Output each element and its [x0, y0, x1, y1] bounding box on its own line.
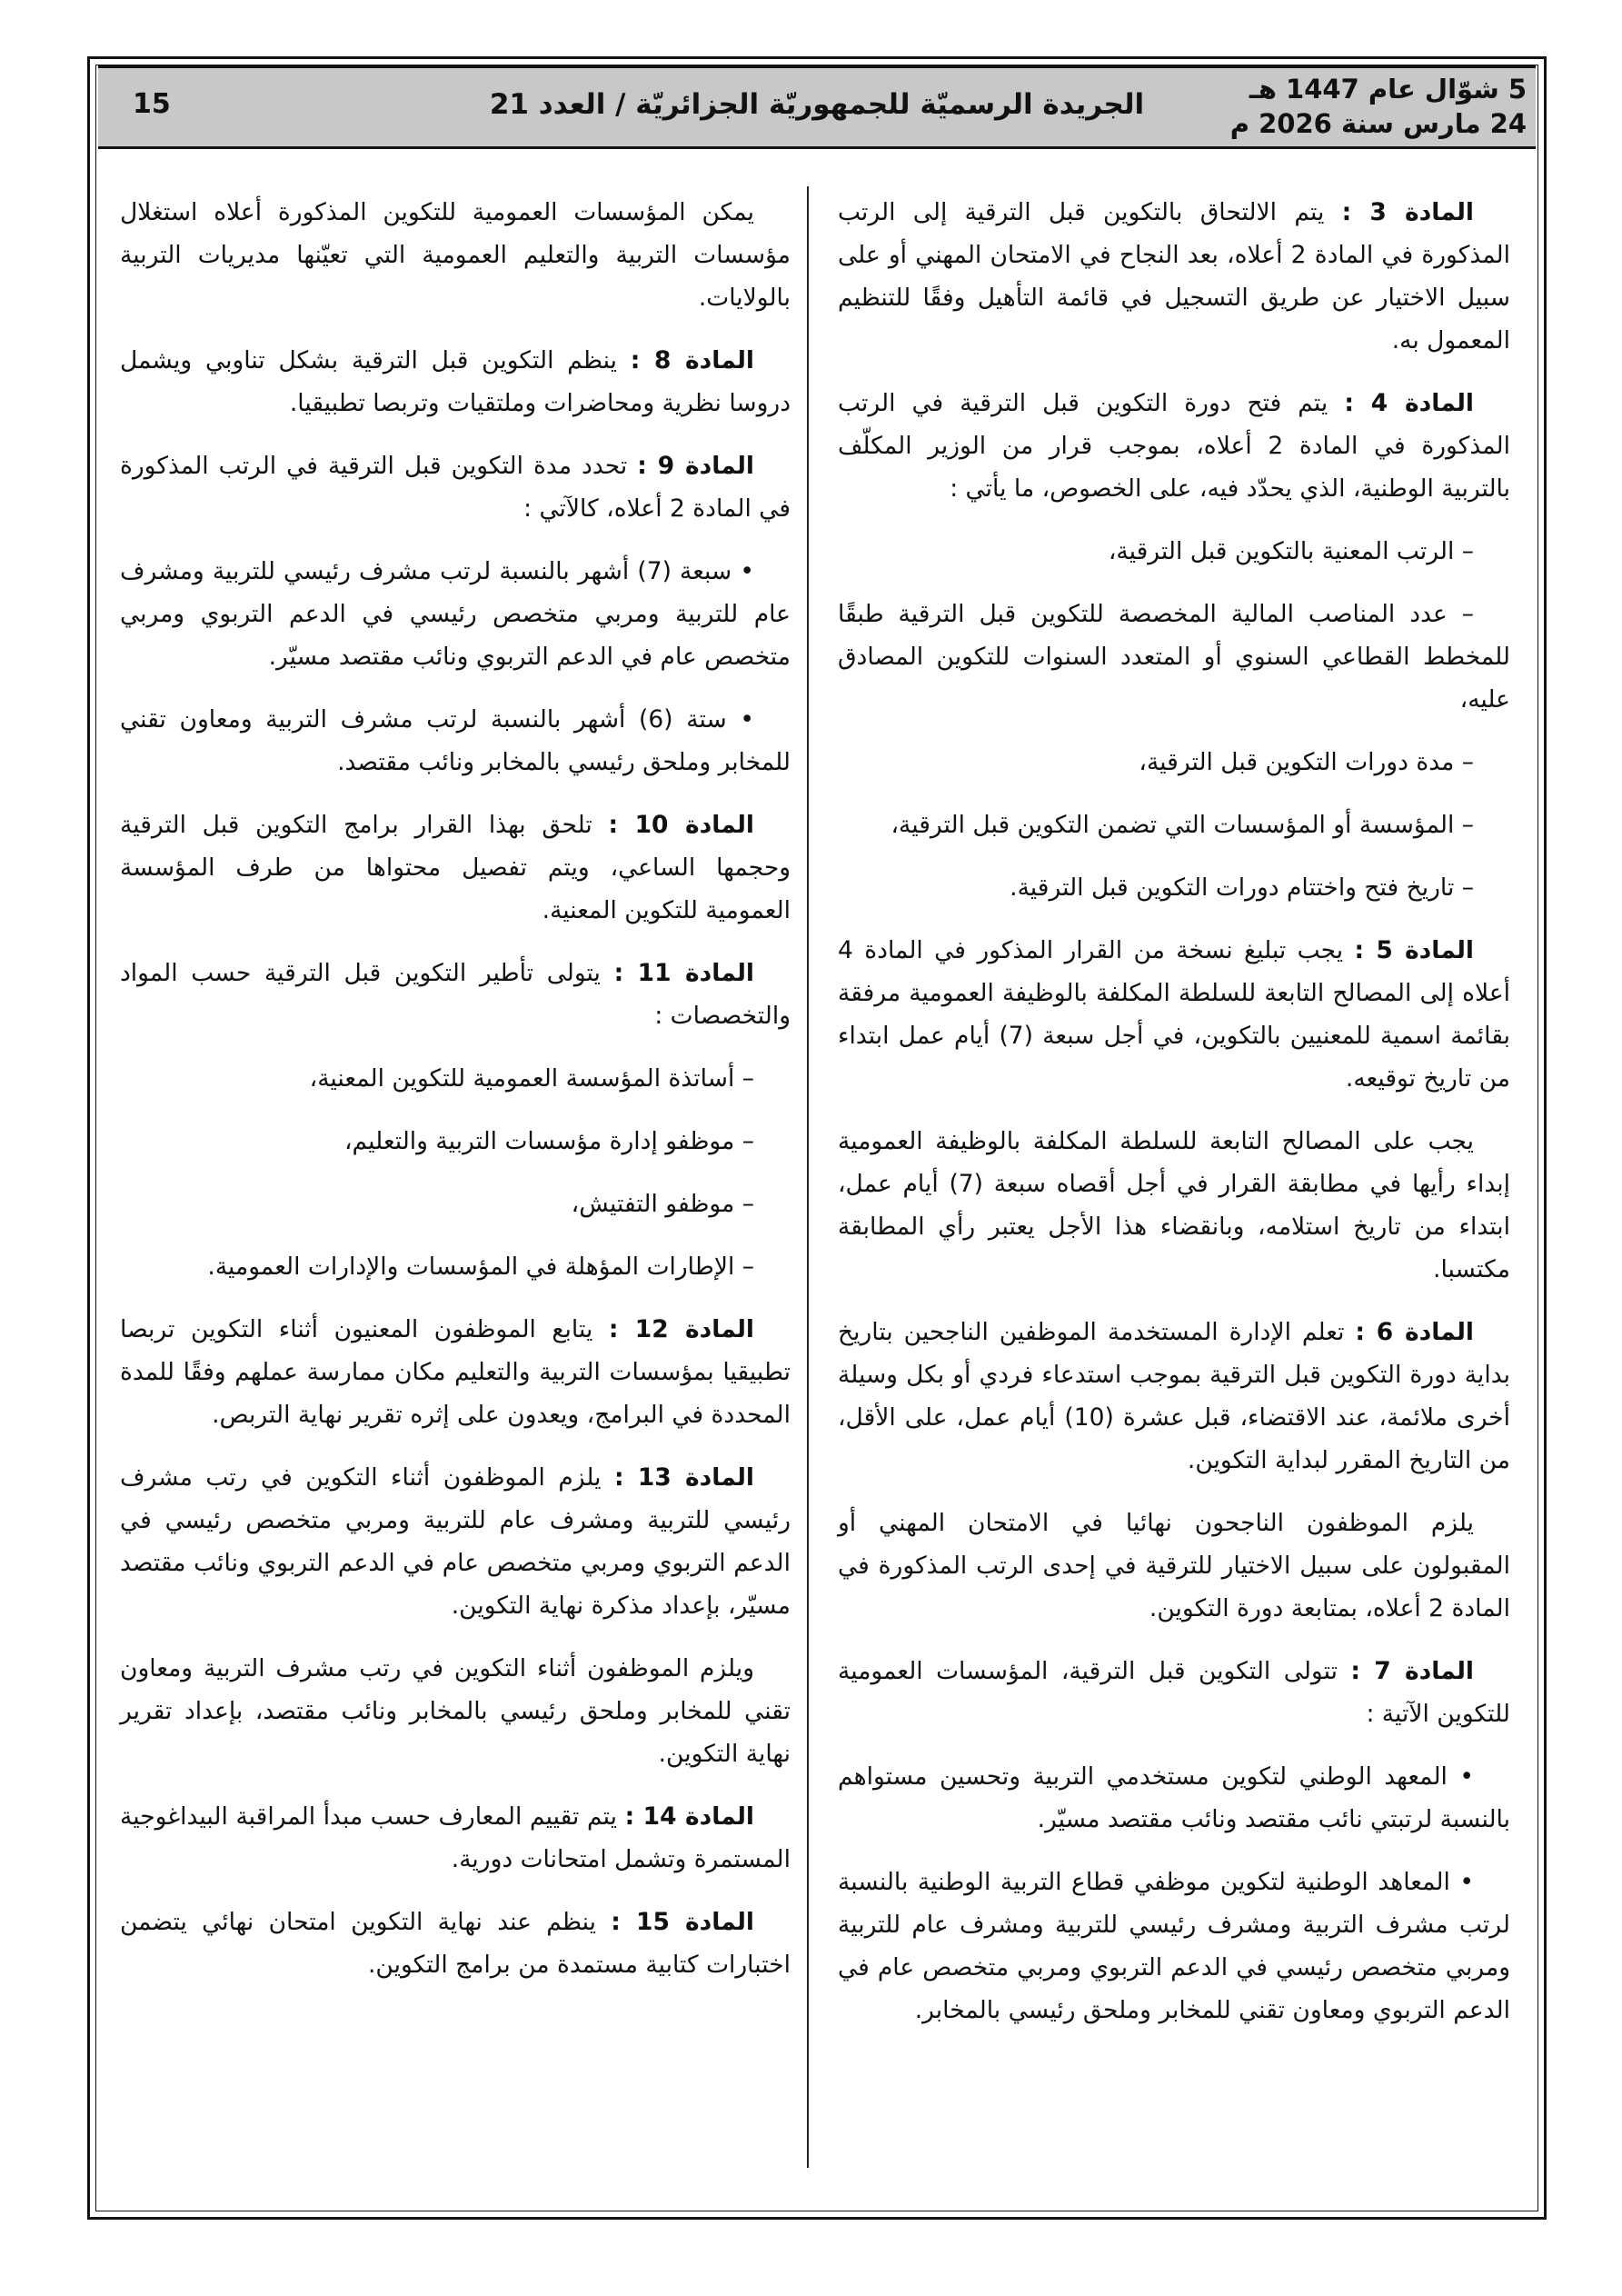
left-column [120, 191, 791, 2006]
paragraph-text: يتم فتح دورة التكوين قبل الترقية في الرتب المذكورة في المادة 2 أعلاه، بموجب قرار من الوزير المكلّف بالتربية الوطنية، الذي يحدّد فيه، على الخصوص، ما يأتي : [838, 389, 1510, 503]
paragraph-text: تعلم الإدارة المستخدمة الموظفين الناجحين بتاريخ بداية دورة التكوين قبل الترقية بموجب استدعاء فردي أو بكل وسيلة أخرى ملائمة، عند الاقتضاء، قبل عشرة (10) أيام عمل، على الأقل، من التاريخ المقرر لبداية التكوين. [838, 1318, 1510, 1474]
paragraph-text: – موظفو التفتيش، [571, 1190, 754, 1218]
article-heading: المادة 3 : [1341, 198, 1474, 226]
paragraph-text: ينظم عند نهاية التكوين امتحان نهائي يتضمن اختبارات كتابية مستمدة من برامج التكوين. [120, 1908, 791, 1979]
paragraph [120, 1120, 791, 1163]
paragraph-text: – تاريخ فتح واختتام دورات التكوين قبل الترقية. [1010, 873, 1474, 902]
paragraph [838, 1120, 1510, 1291]
paragraph-text: – عدد المناصب المالية المخصصة للتكوين قبل الترقية طبقًا للمخطط القطاعي السنوي أو المتعدد السنوات للتكوين المصادق عليه، [838, 600, 1510, 714]
paragraph-text: يمكن المؤسسات العمومية للتكوين المذكورة أعلاه استغلال مؤسسات التربية والتعليم العمومية التي تعيّنها مديريات التربية بالولايات. [120, 198, 791, 312]
paragraph [120, 1647, 791, 1775]
article-heading: المادة 11 : [613, 959, 754, 987]
article-heading: المادة 14 : [624, 1802, 754, 1831]
article-heading: المادة 9 : [637, 452, 754, 480]
paragraph [838, 1755, 1510, 1841]
article-heading: المادة 12 : [608, 1315, 755, 1343]
journal-title: الجريدة الرسميّة للجمهوريّة الجزائريّة / العدد 21 [489, 88, 1145, 121]
paragraph [838, 1861, 1510, 2031]
article-heading: المادة 13 : [613, 1463, 754, 1492]
journal-header [98, 65, 1536, 149]
paragraph [838, 530, 1510, 573]
paragraph [838, 593, 1510, 721]
paragraph-text: – موظفو إدارة مؤسسات التربية والتعليم، [343, 1127, 754, 1155]
article-heading: المادة 5 : [1354, 936, 1474, 964]
paragraph [120, 550, 791, 678]
article-heading: المادة 4 : [1344, 389, 1474, 417]
paragraph-text: – الإطارات المؤهلة في المؤسسات والإدارات العمومية. [207, 1253, 754, 1281]
paragraph-text: – أساتذة المؤسسة العمومية للتكوين المعنية، [309, 1064, 754, 1093]
paragraph-text: يجب على المصالح التابعة للسلطة المكلفة بالوظيفة العمومية إبداء رأيها في مطابقة القرار في أجل أقصاه سبعة (7) أيام عمل، ابتداء من تاريخ استلامه، وبانقضاء هذا الأجل يعتبر رأي المطابقة مكتسبا. [838, 1127, 1510, 1283]
article-paragraph [120, 952, 791, 1037]
article-paragraph [120, 339, 791, 424]
article-heading: المادة 10 : [608, 811, 754, 839]
paragraph-text: يتولى تأطير التكوين قبل الترقية حسب المواد والتخصصات : [120, 959, 791, 1030]
paragraph-text: ينظم التكوين قبل الترقية بشكل تناوبي ويشمل دروسا نظرية ومحاضرات وملتقيات وتربصا تطبيقيا. [120, 346, 791, 417]
paragraph [838, 866, 1510, 909]
article-heading: المادة 7 : [1350, 1657, 1474, 1685]
paragraph-text: يلزم الموظفون الناجحون نهائيا في الامتحان المهني أو المقبولون على سبيل الاختيار للترقية في إحدى الرتب المذكورة في المادة 2 أعلاه، بمتابعة دورة التكوين. [838, 1509, 1510, 1622]
paragraph-text: ويلزم الموظفون أثناء التكوين في رتب مشرف التربية ومعاون تقني للمخابر وملحق رئيسي بالمخابر ونائب مقتصد، بإعداد تقرير نهاية التكوين. [120, 1654, 791, 1768]
paragraph-text: يتم الالتحاق بالتكوين قبل الترقية إلى الرتب المذكورة في المادة 2 أعلاه، بعد النجاح في الامتحان المهني أو على سبيل الاختيار عن طريق التسجيل في قائمة التأهيل وفقًا للتنظيم المعمول به. [838, 198, 1510, 354]
paragraph-text: • المعاهد الوطنية لتكوين موظفي قطاع التربية الوطنية بالنسبة لرتب مشرف التربية ومشرف رئيسي للتربية ومشرف عام للتربية ومربي متخصص رئيسي في الدعم التربوي ومربي متخصص عام في الدعم التربوي ومعاون تقني للمخابر وملحق رئيسي بالمخابر. [838, 1868, 1510, 2024]
article-heading: المادة 8 : [630, 346, 754, 374]
article-paragraph [838, 382, 1510, 510]
right-column [838, 191, 1510, 2051]
article-heading: المادة 15 : [611, 1908, 754, 1936]
paragraph-text: تحدد مدة التكوين قبل الترقية في الرتب المذكورة في المادة 2 أعلاه، كالآتي : [120, 452, 791, 523]
paragraph-text: – مدة دورات التكوين قبل الترقية، [1139, 748, 1474, 776]
paragraph-text: يتم تقييم المعارف حسب مبدأ المراقبة البيداغوجية المستمرة وتشمل امتحانات دورية. [120, 1802, 791, 1873]
article-heading: المادة 6 : [1355, 1318, 1474, 1346]
paragraph-text: يتابع الموظفون المعنيون أثناء التكوين تربصا تطبيقيا بمؤسسات التربية والتعليم مكان ممارسة عملهم وفقًا للمدة المحددة في البرامج، ويعدون على إثره تقرير نهاية التربص. [120, 1315, 791, 1429]
article-paragraph [120, 444, 791, 530]
paragraph [120, 1057, 791, 1100]
paragraph [838, 804, 1510, 846]
article-paragraph [120, 1456, 791, 1627]
paragraph-text: يجب تبليغ نسخة من القرار المذكور في المادة 4 أعلاه إلى المصالح التابعة للسلطة المكلفة بالوظيفة العمومية مرفقة بقائمة اسمية للمعنيين بالتكوين، في أجل سبعة (7) أيام عمل ابتداء من تاريخ توقيعه. [838, 936, 1510, 1093]
article-paragraph [120, 804, 791, 932]
hijri-date: 5 شوّال عام 1447 هـ [1249, 74, 1527, 105]
article-paragraph [838, 929, 1510, 1100]
paragraph-text: • المعهد الوطني لتكوين مستخدمي التربية وتحسين مستواهم بالنسبة لرتبتي نائب مقتصد ونائب مقتصد مسيّر. [838, 1762, 1510, 1833]
article-paragraph [838, 1650, 1510, 1735]
paragraph-text: – الرتب المعنية بالتكوين قبل الترقية، [1108, 537, 1474, 565]
page-number: 15 [133, 88, 171, 120]
paragraph-text: • ستة (6) أشهر بالنسبة لرتب مشرف التربية ومعاون تقني للمخابر وملحق رئيسي بالمخابر ونائب مقتصد. [120, 705, 791, 776]
paragraph-text: • سبعة (7) أشهر بالنسبة لرتب مشرف رئيسي للتربية ومشرف عام للتربية ومربي متخصص رئيسي في الدعم التربوي ومربي متخصص عام في الدعم التربوي ونائب مقتصد مسيّر. [120, 557, 791, 671]
paragraph [120, 191, 791, 319]
paragraph-text: تلحق بهذا القرار برامج التكوين قبل الترقية وحجمها الساعي، ويتم تفصيل محتواها من طرف المؤسسة العمومية للتكوين المعنية. [120, 811, 791, 924]
paragraph [838, 1502, 1510, 1630]
paragraph-text: يلزم الموظفون أثناء التكوين في رتب مشرف رئيسي للتربية ومشرف عام للتربية ومربي متخصص رئيسي في الدعم التربوي ومربي متخصص عام في الدعم التربوي ونائب مقتصد مسيّر، بإعداد مذكرة نهاية التكوين. [120, 1463, 791, 1620]
paragraph [120, 1245, 791, 1288]
article-paragraph [120, 1795, 791, 1881]
paragraph-text: تتولى التكوين قبل الترقية، المؤسسات العمومية للتكوين الآتية : [838, 1657, 1510, 1728]
article-paragraph [838, 1311, 1510, 1482]
paragraph [120, 698, 791, 784]
paragraph [120, 1183, 791, 1225]
paragraph-text: – المؤسسة أو المؤسسات التي تضمن التكوين قبل الترقية، [891, 811, 1474, 839]
paragraph [838, 741, 1510, 784]
article-paragraph [838, 191, 1510, 362]
article-paragraph [120, 1901, 791, 1986]
column-divider [807, 186, 809, 2168]
gregorian-date: 24 مارس سنة 2026 م [1229, 108, 1527, 139]
article-paragraph [120, 1308, 791, 1436]
